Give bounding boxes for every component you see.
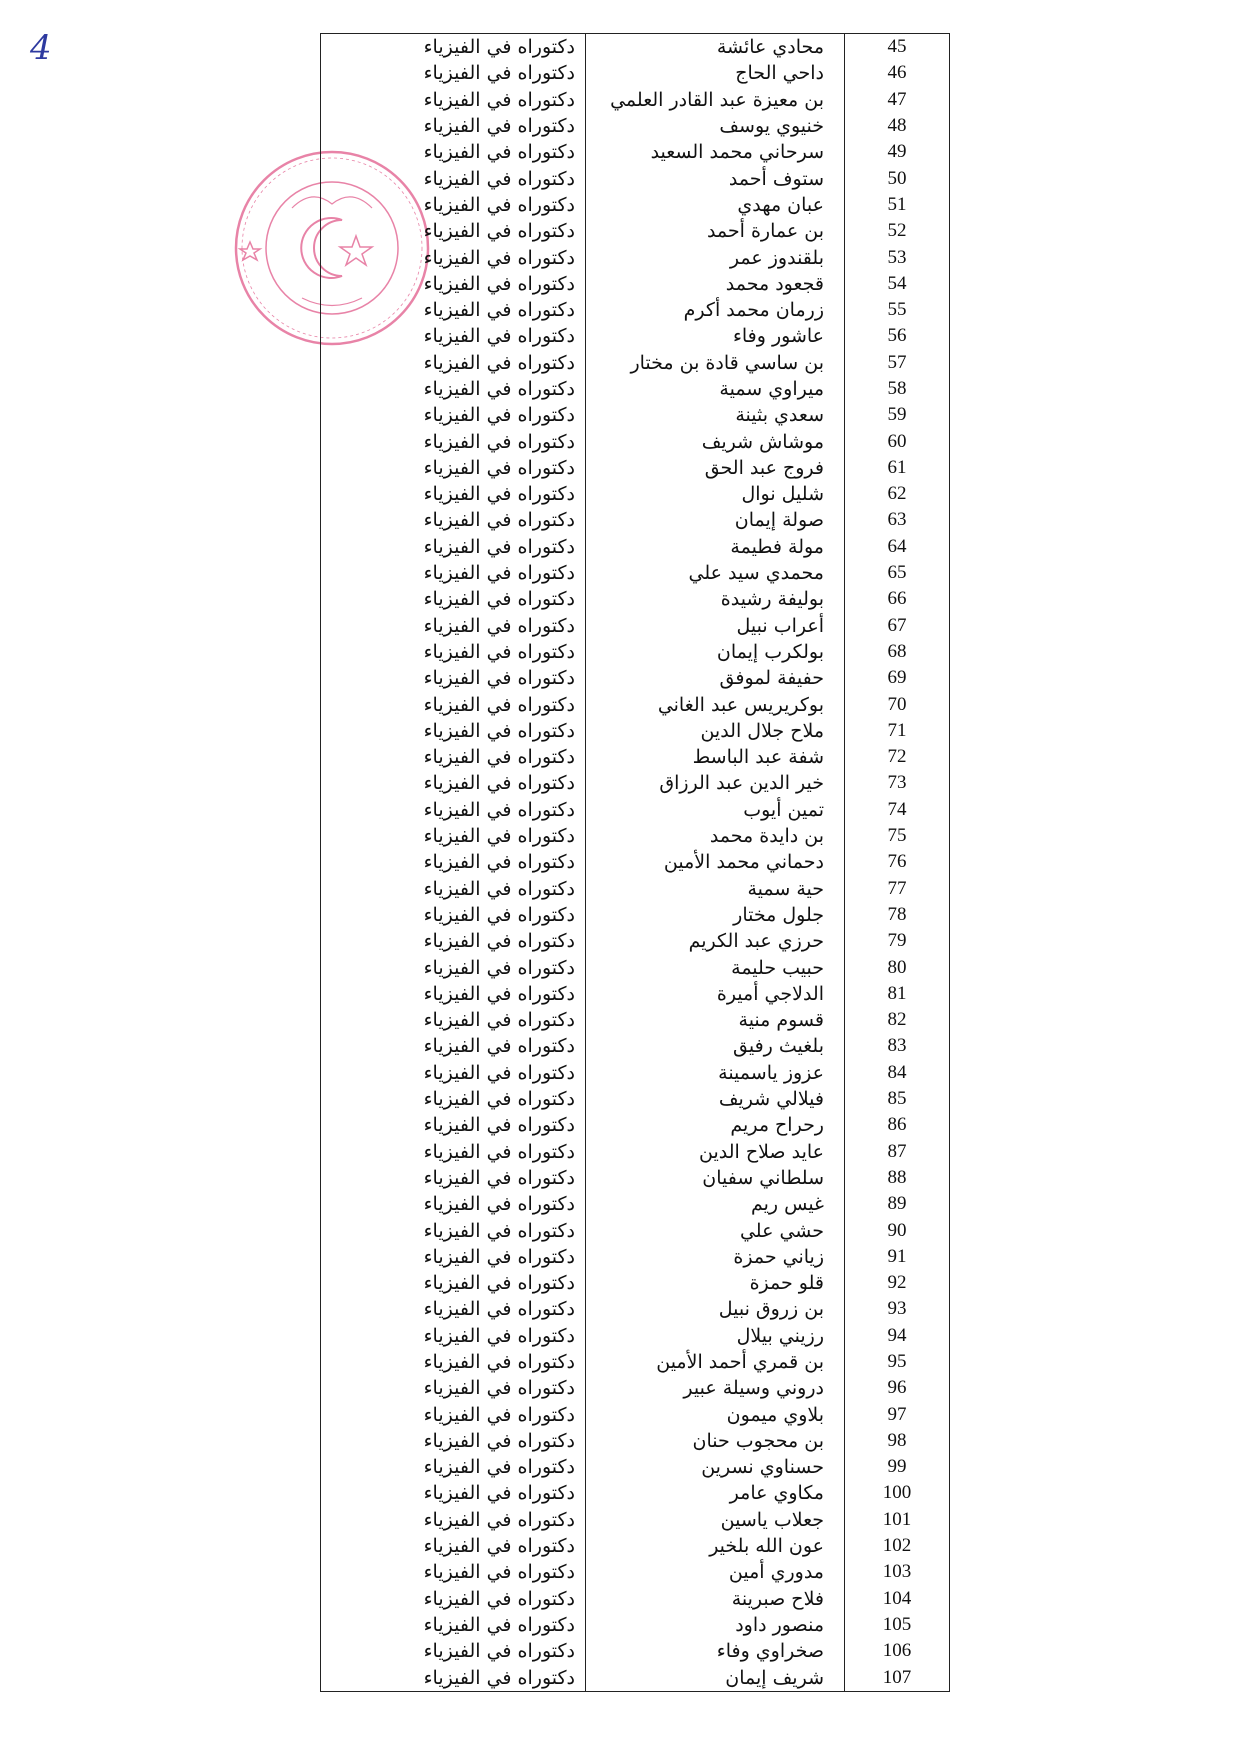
table-row <box>321 218 950 244</box>
degree-cell: دكتوراه في الفيزياء <box>321 1033 586 1059</box>
degree-cell: دكتوراه في الفيزياء <box>321 770 586 796</box>
name-cell: صخراوي وفاء <box>586 1638 845 1664</box>
table-row <box>321 1296 950 1322</box>
name-cell: بوكريريس عبد الغاني <box>586 691 845 717</box>
row-number-cell: 49 <box>845 139 950 165</box>
degree-cell: دكتوراه في الفيزياء <box>321 481 586 507</box>
name-cell: خير الدين عبد الرزاق <box>586 770 845 796</box>
table-row <box>321 376 950 402</box>
degree-cell: دكتوراه في الفيزياء <box>321 1060 586 1086</box>
table-row <box>321 165 950 191</box>
row-number-cell: 79 <box>845 928 950 954</box>
degree-cell: دكتوراه في الفيزياء <box>321 1586 586 1612</box>
degree-cell: دكتوراه في الفيزياء <box>321 954 586 980</box>
name-cell: غيس ريم <box>586 1191 845 1217</box>
name-cell: فروج عبد الحق <box>586 455 845 481</box>
degree-cell: دكتوراه في الفيزياء <box>321 1138 586 1164</box>
handwritten-page-number: 4 <box>30 28 52 68</box>
row-number-cell: 93 <box>845 1296 950 1322</box>
name-cell: بن زروق نبيل <box>586 1296 845 1322</box>
degree-cell: دكتوراه في الفيزياء <box>321 1112 586 1138</box>
row-number-cell: 46 <box>845 60 950 86</box>
name-cell: بن معيزة عبد القادر العلمي <box>586 87 845 113</box>
row-number-cell: 52 <box>845 218 950 244</box>
row-number-cell: 75 <box>845 823 950 849</box>
name-cell: عاشور وفاء <box>586 323 845 349</box>
table-row <box>321 744 950 770</box>
degree-cell: دكتوراه في الفيزياء <box>321 1349 586 1375</box>
degree-cell: دكتوراه في الفيزياء <box>321 1507 586 1533</box>
table-row <box>321 1428 950 1454</box>
degree-cell: دكتوراه في الفيزياء <box>321 849 586 875</box>
table-row <box>321 1244 950 1270</box>
table-row <box>321 639 950 665</box>
table-row <box>321 797 950 823</box>
table-row <box>321 87 950 113</box>
degree-cell: دكتوراه في الفيزياء <box>321 507 586 533</box>
table-row <box>321 1480 950 1506</box>
name-cell: حشي علي <box>586 1217 845 1243</box>
name-cell: فلاح صبرينة <box>586 1586 845 1612</box>
name-cell: عبان مهدي <box>586 192 845 218</box>
name-cell: ملاح جلال الدين <box>586 718 845 744</box>
name-cell: صولة إيمان <box>586 507 845 533</box>
name-cell: سلطاني سفيان <box>586 1165 845 1191</box>
row-number-cell: 95 <box>845 1349 950 1375</box>
name-cell: جلول مختار <box>586 902 845 928</box>
table-row <box>321 1033 950 1059</box>
table-row <box>321 1060 950 1086</box>
row-number-cell: 99 <box>845 1454 950 1480</box>
row-number-cell: 101 <box>845 1507 950 1533</box>
row-number-cell: 81 <box>845 981 950 1007</box>
degree-cell: دكتوراه في الفيزياء <box>321 586 586 612</box>
degree-cell: دكتوراه في الفيزياء <box>321 1375 586 1401</box>
table-row <box>321 1270 950 1296</box>
name-cell: محمدي سيد علي <box>586 560 845 586</box>
name-cell: بوليفة رشيدة <box>586 586 845 612</box>
table-row <box>321 1401 950 1427</box>
name-cell: ستوف أحمد <box>586 165 845 191</box>
degree-cell: دكتوراه في الفيزياء <box>321 271 586 297</box>
row-number-cell: 91 <box>845 1244 950 1270</box>
table-row <box>321 823 950 849</box>
degree-cell: دكتوراه في الفيزياء <box>321 1454 586 1480</box>
table-row <box>321 1586 950 1612</box>
name-cell: داحي الحاج <box>586 60 845 86</box>
table-row <box>321 60 950 86</box>
name-cell: بولكرب إيمان <box>586 639 845 665</box>
row-number-cell: 58 <box>845 376 950 402</box>
name-cell: شليل نوال <box>586 481 845 507</box>
degree-cell: دكتوراه في الفيزياء <box>321 1664 586 1691</box>
row-number-cell: 102 <box>845 1533 950 1559</box>
name-cell: مولة فطيمة <box>586 534 845 560</box>
table-row <box>321 297 950 323</box>
row-number-cell: 78 <box>845 902 950 928</box>
row-number-cell: 103 <box>845 1559 950 1585</box>
name-cell: بن دايدة محمد <box>586 823 845 849</box>
name-cell: خنيوي يوسف <box>586 113 845 139</box>
name-cell: سعدي بثينة <box>586 402 845 428</box>
name-cell: بلقندوز عمر <box>586 244 845 270</box>
name-cell: رزيني بيلال <box>586 1323 845 1349</box>
name-cell: قجعود محمد <box>586 271 845 297</box>
name-cell: قسوم منية <box>586 1007 845 1033</box>
table-row <box>321 402 950 428</box>
table-row <box>321 981 950 1007</box>
table-row <box>321 244 950 270</box>
table-row <box>321 1112 950 1138</box>
name-cell: مكاوي عامر <box>586 1480 845 1506</box>
degree-cell: دكتوراه في الفيزياء <box>321 1480 586 1506</box>
name-cell: حرزي عبد الكريم <box>586 928 845 954</box>
degree-cell: دكتوراه في الفيزياء <box>321 1428 586 1454</box>
name-cell: موشاش شريف <box>586 428 845 454</box>
row-number-cell: 60 <box>845 428 950 454</box>
row-number-cell: 83 <box>845 1033 950 1059</box>
degree-cell: دكتوراه في الفيزياء <box>321 1296 586 1322</box>
degree-cell: دكتوراه في الفيزياء <box>321 981 586 1007</box>
table-row <box>321 455 950 481</box>
table-row <box>321 1559 950 1585</box>
degree-cell: دكتوراه في الفيزياء <box>321 1638 586 1664</box>
candidates-table <box>320 33 950 1692</box>
row-number-cell: 92 <box>845 1270 950 1296</box>
row-number-cell: 63 <box>845 507 950 533</box>
name-cell: حبيب حليمة <box>586 954 845 980</box>
name-cell: تمين أيوب <box>586 797 845 823</box>
row-number-cell: 84 <box>845 1060 950 1086</box>
name-cell: بلغيث رفيق <box>586 1033 845 1059</box>
row-number-cell: 50 <box>845 165 950 191</box>
name-cell: منصور داود <box>586 1612 845 1638</box>
table-row <box>321 665 950 691</box>
name-cell: حسناوي نسرين <box>586 1454 845 1480</box>
degree-cell: دكتوراه في الفيزياء <box>321 1401 586 1427</box>
degree-cell: دكتوراه في الفيزياء <box>321 1533 586 1559</box>
name-cell: شفة عبد الباسط <box>586 744 845 770</box>
row-number-cell: 69 <box>845 665 950 691</box>
row-number-cell: 105 <box>845 1612 950 1638</box>
degree-cell: دكتوراه في الفيزياء <box>321 113 586 139</box>
table-row <box>321 1217 950 1243</box>
degree-cell: دكتوراه في الفيزياء <box>321 797 586 823</box>
degree-cell: دكتوراه في الفيزياء <box>321 928 586 954</box>
degree-cell: دكتوراه في الفيزياء <box>321 1323 586 1349</box>
degree-cell: دكتوراه في الفيزياء <box>321 639 586 665</box>
row-number-cell: 100 <box>845 1480 950 1506</box>
table-row <box>321 691 950 717</box>
degree-cell: دكتوراه في الفيزياء <box>321 428 586 454</box>
table-row <box>321 954 950 980</box>
name-cell: جعلاب ياسين <box>586 1507 845 1533</box>
name-cell: سرحاني محمد السعيد <box>586 139 845 165</box>
row-number-cell: 65 <box>845 560 950 586</box>
table-row <box>321 139 950 165</box>
row-number-cell: 48 <box>845 113 950 139</box>
degree-cell: دكتوراه في الفيزياء <box>321 1217 586 1243</box>
table-row <box>321 613 950 639</box>
degree-cell: دكتوراه في الفيزياء <box>321 323 586 349</box>
row-number-cell: 80 <box>845 954 950 980</box>
name-cell: حية سمية <box>586 876 845 902</box>
degree-cell: دكتوراه في الفيزياء <box>321 1165 586 1191</box>
degree-cell: دكتوراه في الفيزياء <box>321 244 586 270</box>
degree-cell: دكتوراه في الفيزياء <box>321 350 586 376</box>
row-number-cell: 87 <box>845 1138 950 1164</box>
degree-cell: دكتوراه في الفيزياء <box>321 376 586 402</box>
table-row <box>321 192 950 218</box>
degree-cell: دكتوراه في الفيزياء <box>321 1270 586 1296</box>
table-row <box>321 1664 950 1691</box>
degree-cell: دكتوراه في الفيزياء <box>321 402 586 428</box>
row-number-cell: 54 <box>845 271 950 297</box>
row-number-cell: 61 <box>845 455 950 481</box>
table-row <box>321 323 950 349</box>
name-cell: قلو حمزة <box>586 1270 845 1296</box>
name-cell: حفيفة لموفق <box>586 665 845 691</box>
degree-cell: دكتوراه في الفيزياء <box>321 560 586 586</box>
degree-cell: دكتوراه في الفيزياء <box>321 218 586 244</box>
name-cell: بن ساسي قادة بن مختار <box>586 350 845 376</box>
row-number-cell: 47 <box>845 87 950 113</box>
table-row <box>321 1375 950 1401</box>
table-row <box>321 1191 950 1217</box>
name-cell: عون الله بلخير <box>586 1533 845 1559</box>
name-cell: فيلالي شريف <box>586 1086 845 1112</box>
degree-cell: دكتوراه في الفيزياء <box>321 718 586 744</box>
degree-cell: دكتوراه في الفيزياء <box>321 876 586 902</box>
row-number-cell: 104 <box>845 1586 950 1612</box>
name-cell: بن قمري أحمد الأمين <box>586 1349 845 1375</box>
name-cell: بلاوي ميمون <box>586 1401 845 1427</box>
table-row <box>321 1323 950 1349</box>
row-number-cell: 64 <box>845 534 950 560</box>
degree-cell: دكتوراه في الفيزياء <box>321 823 586 849</box>
row-number-cell: 45 <box>845 34 950 61</box>
name-cell: عزوز ياسمينة <box>586 1060 845 1086</box>
name-cell: رحراح مريم <box>586 1112 845 1138</box>
row-number-cell: 98 <box>845 1428 950 1454</box>
table-row <box>321 876 950 902</box>
row-number-cell: 51 <box>845 192 950 218</box>
degree-cell: دكتوراه في الفيزياء <box>321 665 586 691</box>
name-cell: دحماني محمد الأمين <box>586 849 845 875</box>
row-number-cell: 72 <box>845 744 950 770</box>
row-number-cell: 77 <box>845 876 950 902</box>
table-row <box>321 350 950 376</box>
table-row <box>321 34 950 61</box>
row-number-cell: 90 <box>845 1217 950 1243</box>
row-number-cell: 85 <box>845 1086 950 1112</box>
table-row <box>321 586 950 612</box>
row-number-cell: 53 <box>845 244 950 270</box>
table-row <box>321 1007 950 1033</box>
table-row <box>321 928 950 954</box>
row-number-cell: 106 <box>845 1638 950 1664</box>
name-cell: بن عمارة أحمد <box>586 218 845 244</box>
table-row <box>321 1612 950 1638</box>
degree-cell: دكتوراه في الفيزياء <box>321 1559 586 1585</box>
degree-cell: دكتوراه في الفيزياء <box>321 1086 586 1112</box>
table-row <box>321 1454 950 1480</box>
name-cell: الدلاجي أميرة <box>586 981 845 1007</box>
degree-cell: دكتوراه في الفيزياء <box>321 139 586 165</box>
table-row <box>321 560 950 586</box>
table-row <box>321 1165 950 1191</box>
name-cell: أعراب نبيل <box>586 613 845 639</box>
table-row <box>321 481 950 507</box>
row-number-cell: 74 <box>845 797 950 823</box>
row-number-cell: 88 <box>845 1165 950 1191</box>
table-row <box>321 507 950 533</box>
table-row <box>321 534 950 560</box>
row-number-cell: 96 <box>845 1375 950 1401</box>
name-cell: ميراوي سمية <box>586 376 845 402</box>
name-cell: محادي عائشة <box>586 34 845 61</box>
row-number-cell: 89 <box>845 1191 950 1217</box>
row-number-cell: 66 <box>845 586 950 612</box>
name-cell: مدوري أمين <box>586 1559 845 1585</box>
row-number-cell: 55 <box>845 297 950 323</box>
degree-cell: دكتوراه في الفيزياء <box>321 1612 586 1638</box>
table-row <box>321 1638 950 1664</box>
table-row <box>321 770 950 796</box>
table-row <box>321 849 950 875</box>
degree-cell: دكتوراه في الفيزياء <box>321 60 586 86</box>
degree-cell: دكتوراه في الفيزياء <box>321 534 586 560</box>
degree-cell: دكتوراه في الفيزياء <box>321 1007 586 1033</box>
degree-cell: دكتوراه في الفيزياء <box>321 1191 586 1217</box>
degree-cell: دكتوراه في الفيزياء <box>321 34 586 61</box>
degree-cell: دكتوراه في الفيزياء <box>321 87 586 113</box>
row-number-cell: 67 <box>845 613 950 639</box>
row-number-cell: 57 <box>845 350 950 376</box>
name-cell: زرمان محمد أكرم <box>586 297 845 323</box>
row-number-cell: 97 <box>845 1401 950 1427</box>
table-row <box>321 1138 950 1164</box>
row-number-cell: 56 <box>845 323 950 349</box>
name-cell: دروني وسيلة عبير <box>586 1375 845 1401</box>
degree-cell: دكتوراه في الفيزياء <box>321 744 586 770</box>
row-number-cell: 82 <box>845 1007 950 1033</box>
degree-cell: دكتوراه في الفيزياء <box>321 1244 586 1270</box>
degree-cell: دكتوراه في الفيزياء <box>321 455 586 481</box>
degree-cell: دكتوراه في الفيزياء <box>321 297 586 323</box>
degree-cell: دكتوراه في الفيزياء <box>321 613 586 639</box>
degree-cell: دكتوراه في الفيزياء <box>321 902 586 928</box>
table-row <box>321 718 950 744</box>
row-number-cell: 73 <box>845 770 950 796</box>
degree-cell: دكتوراه في الفيزياء <box>321 165 586 191</box>
table-row <box>321 1349 950 1375</box>
name-cell: بن محجوب حنان <box>586 1428 845 1454</box>
row-number-cell: 59 <box>845 402 950 428</box>
table-row <box>321 1533 950 1559</box>
table-row <box>321 113 950 139</box>
table-row <box>321 271 950 297</box>
degree-cell: دكتوراه في الفيزياء <box>321 691 586 717</box>
row-number-cell: 94 <box>845 1323 950 1349</box>
table-row <box>321 1086 950 1112</box>
row-number-cell: 76 <box>845 849 950 875</box>
row-number-cell: 71 <box>845 718 950 744</box>
name-cell: شريف إيمان <box>586 1664 845 1691</box>
row-number-cell: 68 <box>845 639 950 665</box>
row-number-cell: 70 <box>845 691 950 717</box>
row-number-cell: 107 <box>845 1664 950 1691</box>
name-cell: عايد صلاح الدين <box>586 1138 845 1164</box>
row-number-cell: 62 <box>845 481 950 507</box>
table-body <box>321 34 950 1692</box>
row-number-cell: 86 <box>845 1112 950 1138</box>
name-cell: زياني حمزة <box>586 1244 845 1270</box>
table-row <box>321 428 950 454</box>
table-row <box>321 902 950 928</box>
table-row <box>321 1507 950 1533</box>
degree-cell: دكتوراه في الفيزياء <box>321 192 586 218</box>
